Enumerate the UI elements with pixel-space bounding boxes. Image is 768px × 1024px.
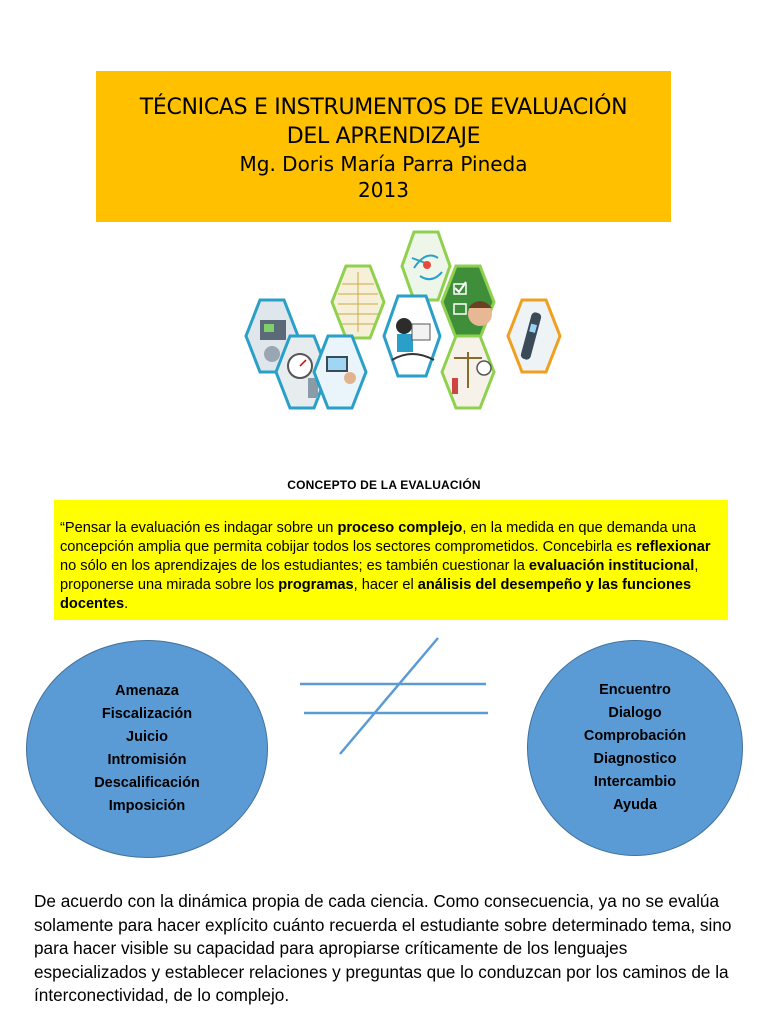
left-term: Juicio (126, 729, 168, 745)
closing-paragraph: De acuerdo con la dinámica propia de cada ciencia. Como consecuencia, ya no se evalúa solamente para hacer explícito cuánto recuerda el estudiante sobre determinado tema, sino para hacer visible su capacidad para apropiarse críticamente de los lenguajes especializados y establecer relaciones y preguntas que lo conduzcan por los caminos de la ínterconectividad, de lo complejo. (34, 891, 732, 1005)
hex-instrument (508, 300, 560, 372)
title-banner (96, 71, 671, 222)
hex-mind-map (402, 232, 450, 300)
not-equal-sign (296, 636, 492, 760)
quote-text: no sólo en los aprendizajes de los estudiantes; es también cuestionar la (60, 558, 529, 574)
quote-emphasis: programas (278, 577, 354, 593)
positive-concepts-ellipse (527, 640, 743, 856)
title-line-1: TÉCNICAS E INSTRUMENTOS DE EVALUACIÓN (139, 95, 628, 120)
right-term: Encuentro (599, 682, 671, 698)
hex-checkbox-board (442, 266, 494, 338)
quote-emphasis: reflexionar (635, 539, 711, 555)
hex-computer-student (314, 336, 366, 408)
title-line-2: DEL APRENDIZAJE (286, 124, 481, 149)
right-term: Intercambio (593, 774, 677, 790)
quote-emphasis: evaluación institucional (528, 558, 695, 574)
left-term: Fiscalización (101, 706, 193, 722)
quote-text: “Pensar la evaluación es indagar sobre un (60, 520, 338, 536)
quote-text: , proponerse una mirada sobre los (60, 558, 699, 593)
author-name: Mg. Doris María Parra Pineda (239, 152, 528, 176)
quote-text: , en la medida en que demanda una concepción amplia que permita cobijar todos los sectores comprometidos. Concebirla es (60, 520, 697, 555)
left-term: Intromisión (107, 752, 187, 768)
quote-text: , hacer el (353, 577, 418, 593)
left-term: Amenaza (115, 683, 179, 699)
quote-emphasis: proceso complejo (337, 520, 463, 536)
left-term: Descalificación (94, 775, 200, 791)
right-term: Ayuda (613, 797, 657, 813)
hex-scales-tools (442, 336, 494, 408)
concept-quote-box (54, 500, 728, 620)
quote-emphasis: análisis del desempeño y las funciones docentes (60, 577, 692, 612)
right-term: Dialogo (608, 705, 662, 721)
right-term: Diagnostico (593, 751, 677, 767)
concept-heading: CONCEPTO DE LA EVALUACIÓN (287, 478, 481, 492)
left-term: Imposición (108, 798, 186, 814)
hex-teacher-student (384, 296, 440, 376)
year: 2013 (358, 178, 409, 202)
right-term: Comprobación (583, 728, 687, 744)
negative-concepts-ellipse (26, 640, 268, 858)
hex-checklist-table (332, 266, 384, 338)
quote-text: . (124, 596, 129, 612)
evaluation-collage-illustration (242, 228, 582, 414)
